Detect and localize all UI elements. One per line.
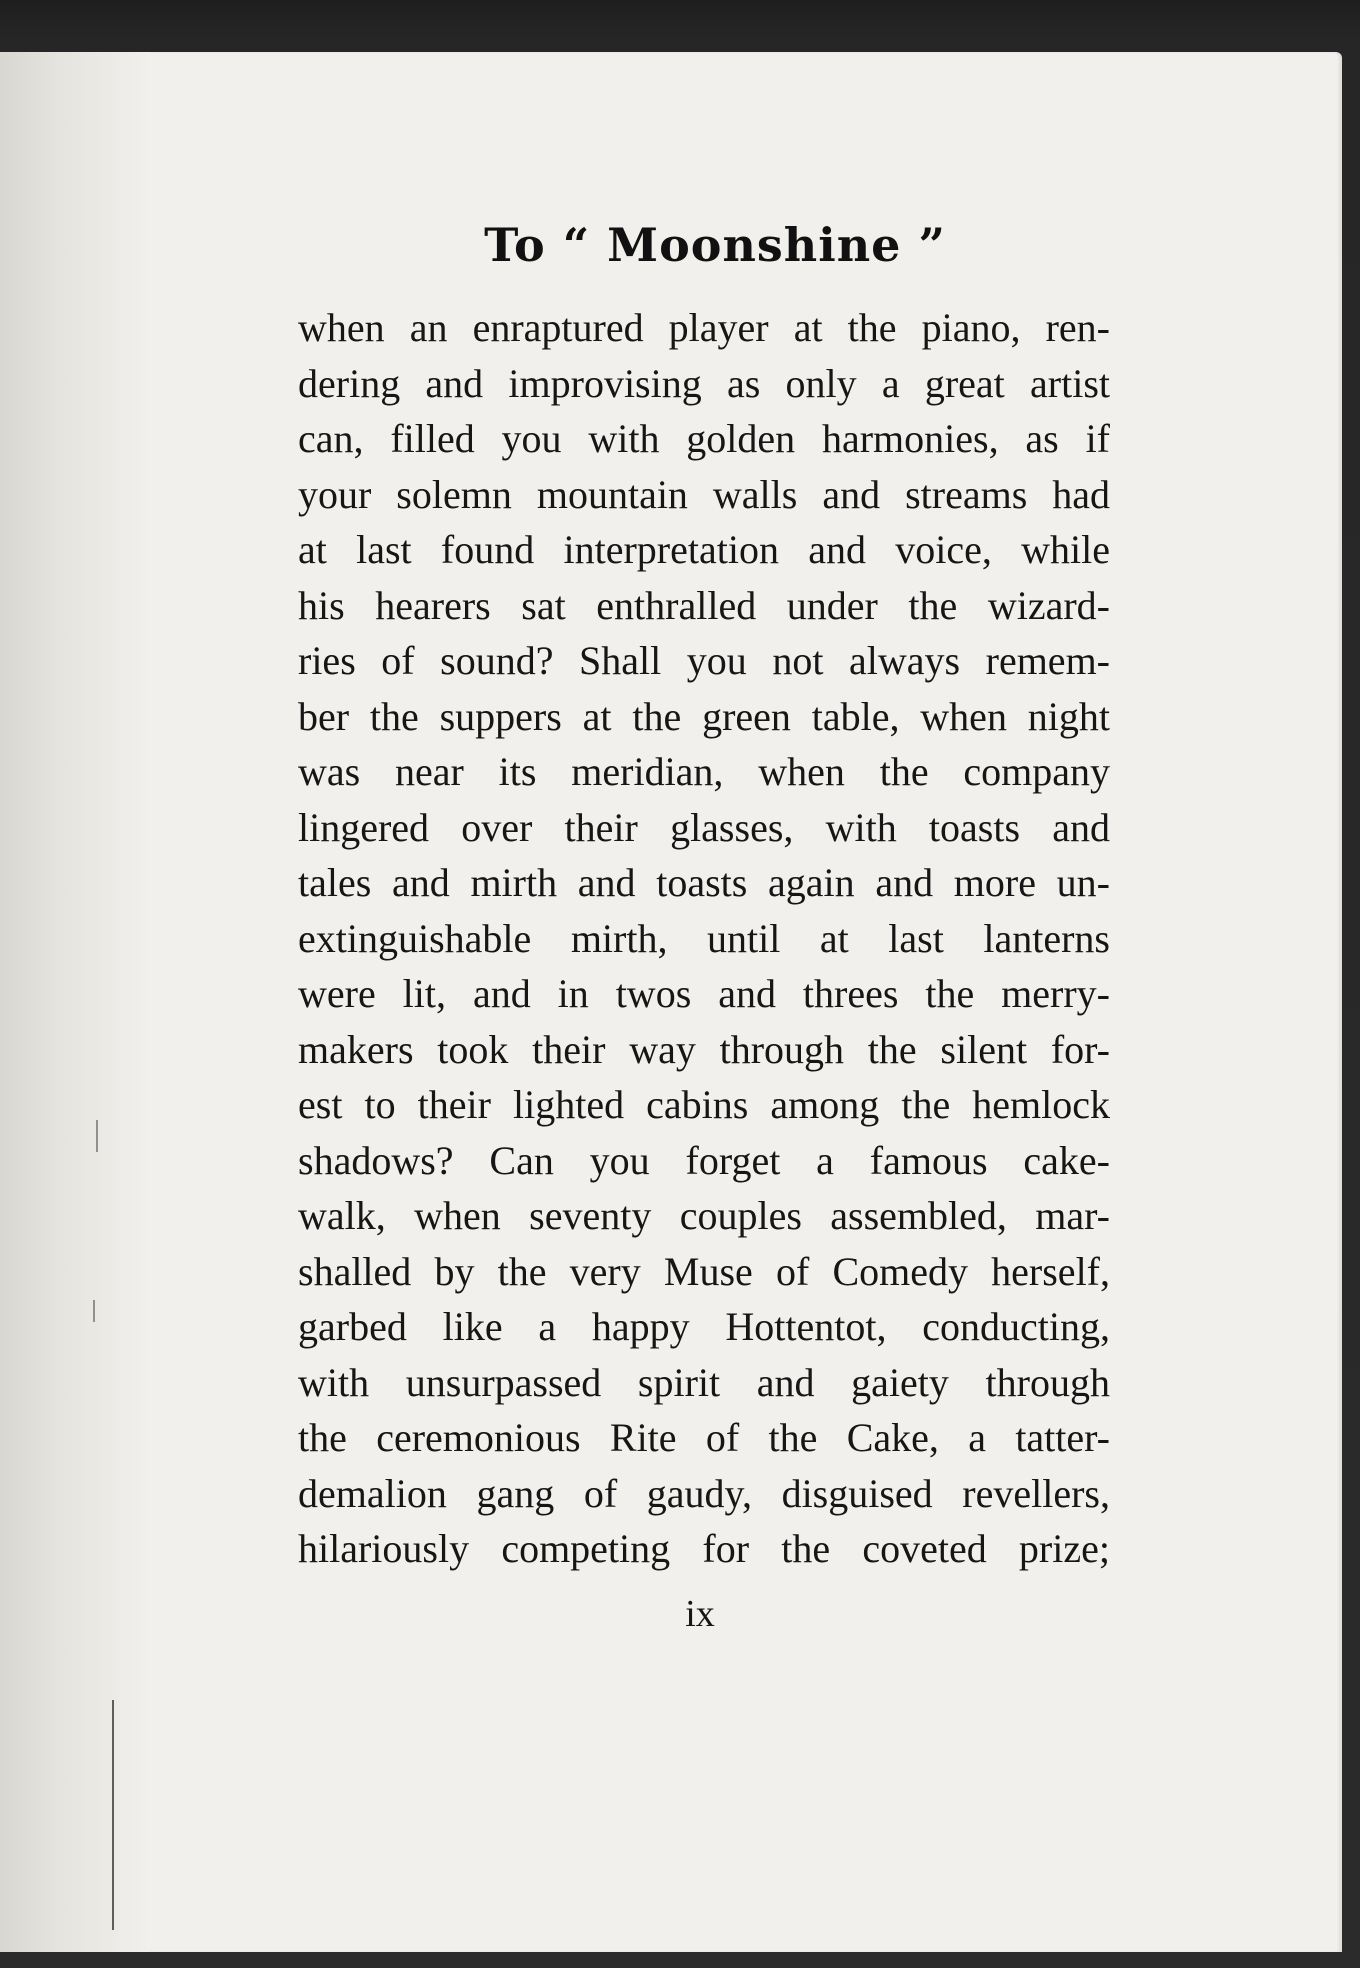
text-line: the ceremonious Rite of the Cake, a tatter- bbox=[298, 1415, 1110, 1460]
spine-mark bbox=[96, 1120, 98, 1152]
text-line: shadows? Can you forget a famous cake- bbox=[298, 1137, 1110, 1183]
text-line: hilariously competing for the coveted prize; bbox=[298, 1526, 1110, 1571]
text-line: when an enraptured player at the piano, ren- bbox=[298, 305, 1110, 350]
text-line: his hearers sat enthralled under the wizard- bbox=[298, 582, 1110, 628]
running-head: To “ Moonshine ” bbox=[484, 218, 946, 272]
text-line: ber the suppers at the green table, when night bbox=[298, 693, 1110, 739]
spine-mark bbox=[93, 1300, 95, 1322]
body-text bbox=[298, 300, 1110, 1577]
page-gutter bbox=[0, 52, 150, 1952]
text-line: lingered over their glasses, with toasts and bbox=[298, 804, 1110, 850]
text-line: demalion gang of gaudy, disguised revellers, bbox=[298, 1470, 1110, 1516]
text-line: at last found interpretation and voice, while bbox=[298, 527, 1110, 572]
text-line: extinguishable mirth, until at last lanterns bbox=[298, 915, 1110, 961]
text-line: can, filled you with golden harmonies, as if bbox=[298, 416, 1110, 461]
page-number: ix bbox=[685, 1593, 715, 1635]
text-line: dering and improvising as only a great artist bbox=[298, 360, 1110, 406]
text-line: est to their lighted cabins among the hemlock bbox=[298, 1082, 1110, 1127]
spine-edge bbox=[112, 1700, 114, 1930]
text-line: walk, when seventy couples assembled, mar- bbox=[298, 1193, 1110, 1238]
text-line: shalled by the very Muse of Comedy herself, bbox=[298, 1248, 1110, 1294]
text-line: with unsurpassed spirit and gaiety through bbox=[298, 1359, 1110, 1405]
text-line: garbed like a happy Hottentot, conducting, bbox=[298, 1304, 1110, 1349]
text-line: ries of sound? Shall you not always remem- bbox=[298, 638, 1110, 683]
text-line: were lit, and in twos and threes the merry- bbox=[298, 971, 1110, 1016]
text-line: your solemn mountain walls and streams had bbox=[298, 471, 1110, 517]
text-line: tales and mirth and toasts again and more un- bbox=[298, 860, 1110, 905]
text-line: makers took their way through the silent for- bbox=[298, 1026, 1110, 1072]
text-line: was near its meridian, when the company bbox=[298, 749, 1110, 794]
